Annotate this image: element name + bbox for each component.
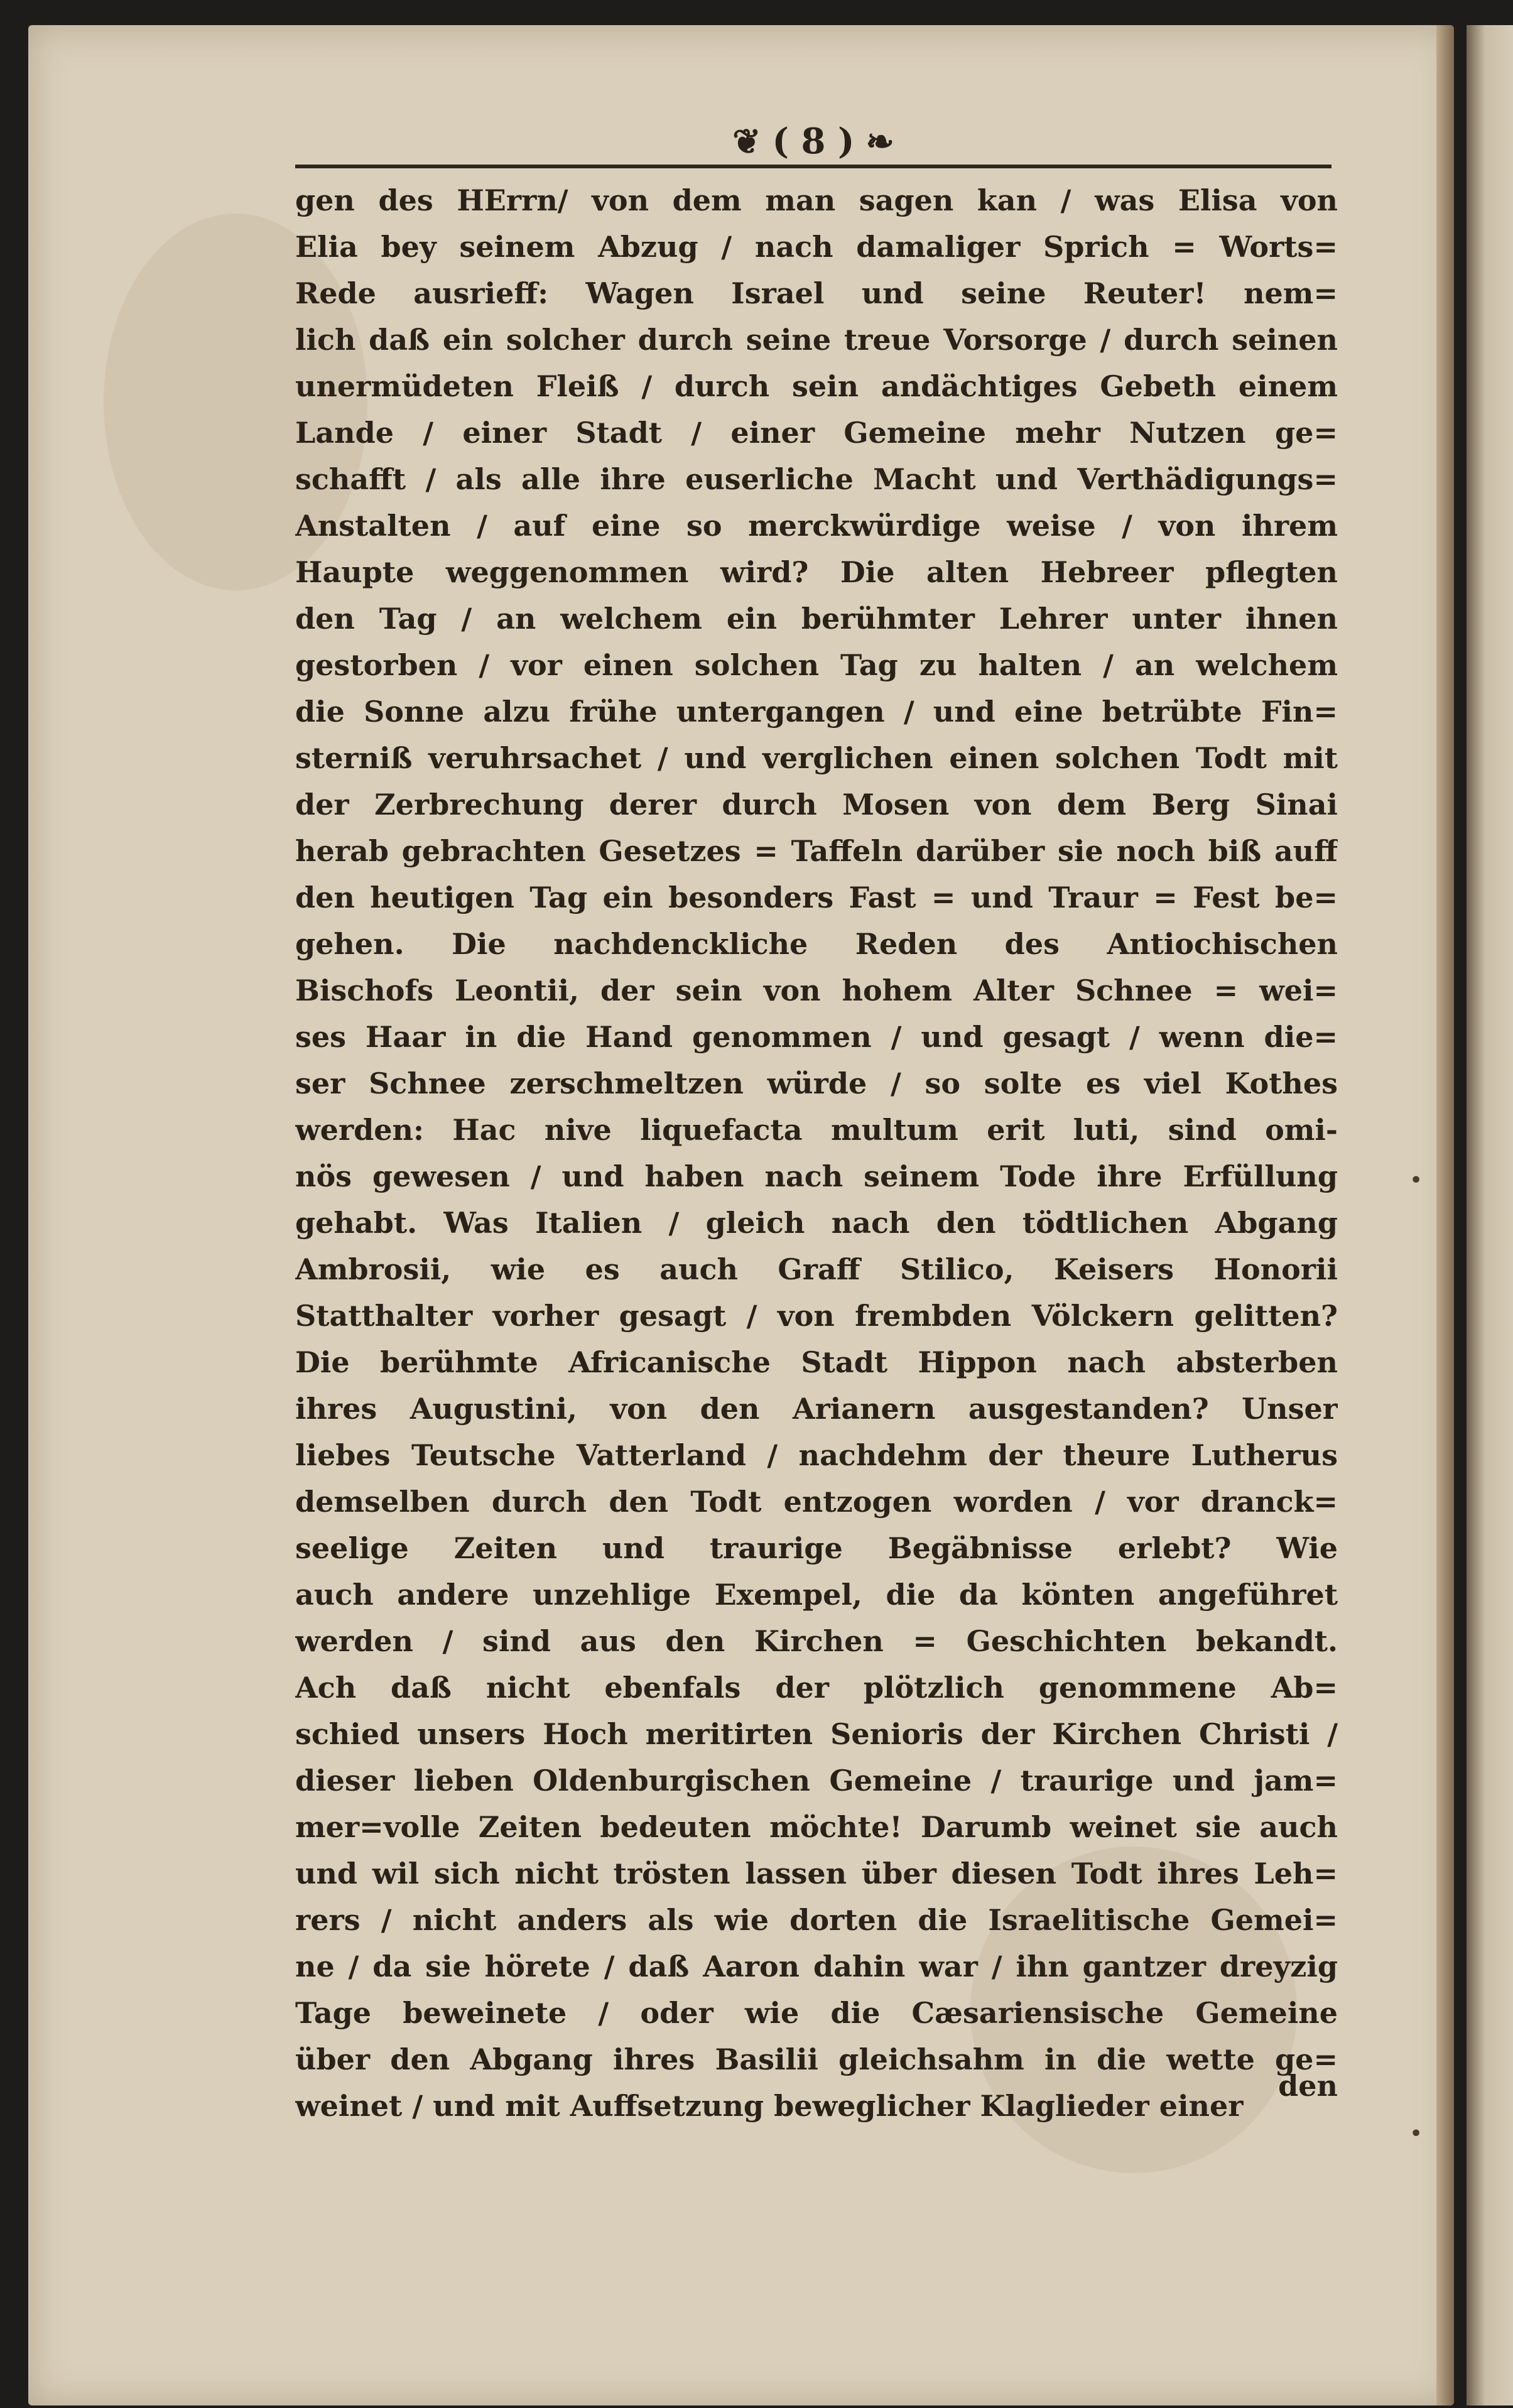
text-line: ne / da sie hörete / daß Aaron dahin war / ihn gantzer dreyzig	[295, 1950, 1338, 1983]
text-line: Bischofs Leontii, der sein von hohem Alter Schnee = wei=	[295, 974, 1338, 1007]
text-line: Statthalter vorher gesagt / von frembden Völckern gelitten?	[295, 1299, 1338, 1333]
text-line: liebes Teutsche Vatterland / nachdehm der theure Lutherus	[295, 1438, 1338, 1472]
text-line: gen des HErrn/ von dem man sagen kan / was Elisa von	[295, 183, 1338, 217]
text-line: auch andere unzehlige Exempel, die da könten angeführet	[295, 1578, 1338, 1612]
text-line: werden: Hac nive liquefacta multum erit luti, sind omi-	[295, 1113, 1338, 1147]
text-line: seelige Zeiten und traurige Begäbnisse erlebt? Wie	[295, 1531, 1338, 1565]
text-line: schafft / als alle ihre euserliche Macht und Verthädigungs=	[295, 462, 1338, 496]
page-header	[295, 113, 1331, 170]
text-line: Ambrosii, wie es auch Graff Stilico, Keisers Honorii	[295, 1252, 1338, 1286]
text-line: dieser lieben Oldenburgischen Gemeine / traurige und jam=	[295, 1764, 1338, 1798]
text-line: Haupte weggenommen wird? Die alten Hebreer pflegten	[295, 555, 1338, 589]
header-rule	[295, 165, 1331, 168]
body-text	[295, 177, 1338, 2129]
catchword: den	[1278, 2069, 1338, 2103]
text-line: rers / nicht anders als wie dorten die Israelitische Gemei=	[295, 1903, 1338, 1937]
text-line: gehen. Die nachdenckliche Reden des Antiochischen	[295, 927, 1338, 961]
text-line: weinet / und mit Auffsetzung beweglicher Klaglieder einer	[295, 2089, 1244, 2123]
text-line: sterniß veruhrsachet / und verglichen einen solchen Todt mit	[295, 741, 1338, 775]
text-line: schied unsers Hoch meritirten Senioris der Kirchen Christi /	[295, 1717, 1338, 1751]
left-ornament-icon: ❦	[732, 121, 761, 161]
text-line: den heutigen Tag ein besonders Fast = und Traur = Fest be=	[295, 881, 1338, 914]
text-line: Ach daß nicht ebenfals der plötzlich genommene Ab=	[295, 1671, 1338, 1705]
text-line: unermüdeten Fleiß / durch sein andächtiges Gebeth einem	[295, 369, 1338, 403]
margin-mark: •	[1410, 2123, 1423, 2145]
text-line: Elia bey seinem Abzug / nach damaliger Sprich = Worts=	[295, 230, 1338, 264]
page-gutter	[1436, 25, 1454, 2405]
text-line: lich daß ein solcher durch seine treue Vorsorge / durch seinen	[295, 323, 1338, 357]
text-line: Die berühmte Africanische Stadt Hippon nach absterben	[295, 1345, 1338, 1379]
text-line: die Sonne alzu frühe untergangen / und eine betrübte Fin=	[295, 695, 1338, 729]
page-number: ( 8 )	[772, 121, 855, 162]
text-line: der Zerbrechung derer durch Mosen von dem Berg Sinai	[295, 788, 1338, 822]
text-line: den Tag / an welchem ein berühmter Lehrer unter ihnen	[295, 602, 1338, 636]
text-line: werden / sind aus den Kirchen = Geschichten bekandt.	[295, 1624, 1338, 1658]
text-line: und wil sich nicht trösten lassen über diesen Todt ihres Leh=	[295, 1857, 1338, 1890]
text-line: Lande / einer Stadt / einer Gemeine mehr Nutzen ge=	[295, 416, 1338, 450]
text-line: mer=volle Zeiten bedeuten möchte! Darumb weinet sie auch	[295, 1810, 1338, 1844]
adjacent-page-edge	[1467, 25, 1513, 2405]
text-line: nös gewesen / und haben nach seinem Tode ihre Erfüllung	[295, 1159, 1338, 1193]
text-line: Rede ausrieff: Wagen Israel und seine Reuter! nem=	[295, 276, 1338, 310]
text-line: Anstalten / auf eine so merckwürdige weise / von ihrem	[295, 509, 1338, 543]
text-line: über den Abgang ihres Basilii gleichsahm in die wette ge=	[295, 2042, 1338, 2076]
right-ornament-icon: ❧	[865, 121, 894, 161]
text-line: ihres Augustini, von den Arianern ausgestanden? Unser	[295, 1392, 1338, 1426]
text-line: gehabt. Was Italien / gleich nach den tödtlichen Abgang	[295, 1206, 1338, 1240]
margin-mark: •	[1410, 1169, 1423, 1191]
text-line: gestorben / vor einen solchen Tag zu halten / an welchem	[295, 648, 1338, 682]
text-line: ser Schnee zerschmeltzen würde / so solte es viel Kothes	[295, 1066, 1338, 1100]
text-line: demselben durch den Todt entzogen worden / vor dranck=	[295, 1485, 1338, 1519]
text-line: Tage beweinete / oder wie die Cæsariensische Gemeine	[295, 1996, 1338, 2030]
text-line: ses Haar in die Hand genommen / und gesagt / wenn die=	[295, 1020, 1338, 1054]
text-line: herab gebrachten Gesetzes = Taffeln darüber sie noch biß auff	[295, 834, 1338, 868]
